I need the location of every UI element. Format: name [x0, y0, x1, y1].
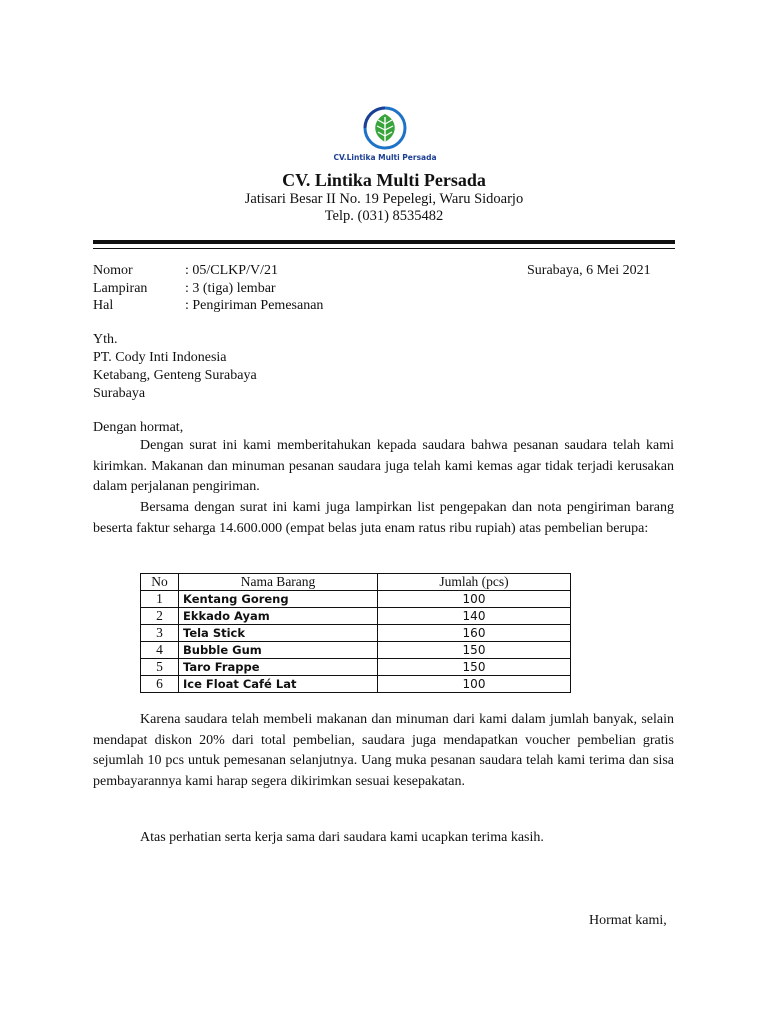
nomor-value: : 05/CLKP/V/21 [185, 263, 278, 278]
goods-table [140, 573, 571, 693]
row-name: Taro Frappe [179, 659, 378, 676]
row-qty: 140 [378, 608, 571, 625]
table-row [141, 676, 571, 693]
row-qty: 150 [378, 642, 571, 659]
body-paragraph-2: Bersama dengan surat ini kami juga lampirkan list pengepakan dan nota pengiriman barang beserta faktur seharga 14.600.000 (empat belas juta enam ratus ribu rupiah) atas pembelian berupa: [93, 500, 674, 536]
body-paragraph-1: Dengan surat ini kami memberitahukan kepada saudara bahwa pesanan saudara telah kami kirimkan. Makanan dan minuman pesanan saudara juga telah kami kemas agar tidak terjadi kerusakan dalam perjalanan pengiriman. [93, 438, 674, 494]
header-name: Nama Barang [179, 574, 378, 591]
nomor-label: Nomor [93, 263, 133, 278]
company-phone: Telp. (031) 8535482 [324, 208, 444, 224]
header-rule-thick [93, 240, 675, 244]
table-header-row [141, 574, 571, 591]
lampiran-label: Lampiran [93, 281, 148, 296]
hal-label: Hal [93, 298, 114, 313]
row-name: Ice Float Café Lat [179, 676, 378, 693]
salutation: Dengan hormat, [93, 420, 184, 435]
company-address: Jatisari Besar II No. 19 Pepelegi, Waru Sidoarjo [244, 191, 524, 207]
row-no: 4 [141, 642, 179, 659]
row-name: Ekkado Ayam [179, 608, 378, 625]
body-paragraph-4: Atas perhatian serta kerja sama dari saudara kami ucapkan terima kasih. [140, 830, 544, 845]
row-qty: 100 [378, 676, 571, 693]
row-qty: 150 [378, 659, 571, 676]
table-row [141, 642, 571, 659]
table-row [141, 625, 571, 642]
body-paragraph-3: Karena saudara telah membeli makanan dan minuman dari kami dalam jumlah banyak, selain mendapat diskon 20% dari total pembelian, saudara juga mendapatkan voucher pembelian gratis sejumlah 10 pcs untuk pemesanan selanjutnya. Uang muka pesanan saudara telah kami terima dan sisa pembayarannya kami harap segera dikirimkan sesuai kesepakatan. [93, 712, 674, 789]
row-name: Tela Stick [179, 625, 378, 642]
row-no: 5 [141, 659, 179, 676]
company-name: CV. Lintika Multi Persada [282, 170, 486, 190]
row-no: 2 [141, 608, 179, 625]
lampiran-value: : 3 (tiga) lembar [185, 281, 276, 296]
row-name: Kentang Goreng [179, 591, 378, 608]
recipient-city: Surabaya [93, 386, 146, 401]
row-name: Bubble Gum [179, 642, 378, 659]
header-rule-thin [93, 248, 675, 249]
header-no: No [141, 574, 179, 591]
letter-date: Surabaya, 6 Mei 2021 [527, 263, 651, 278]
row-no: 1 [141, 591, 179, 608]
hal-value: : Pengiriman Pemesanan [185, 298, 324, 313]
row-no: 6 [141, 676, 179, 693]
recipient-name: PT. Cody Inti Indonesia [93, 350, 227, 365]
header-qty: Jumlah (pcs) [378, 574, 571, 591]
company-logo-icon [330, 104, 440, 168]
table-row [141, 608, 571, 625]
logo-text: CV.Lintika Multi Persada [333, 153, 437, 162]
recipient-greeting: Yth. [93, 332, 118, 347]
row-no: 3 [141, 625, 179, 642]
closing: Hormat kami, [589, 913, 667, 928]
table-row [141, 659, 571, 676]
row-qty: 100 [378, 591, 571, 608]
table-row [141, 591, 571, 608]
recipient-street: Ketabang, Genteng Surabaya [93, 368, 257, 383]
row-qty: 160 [378, 625, 571, 642]
